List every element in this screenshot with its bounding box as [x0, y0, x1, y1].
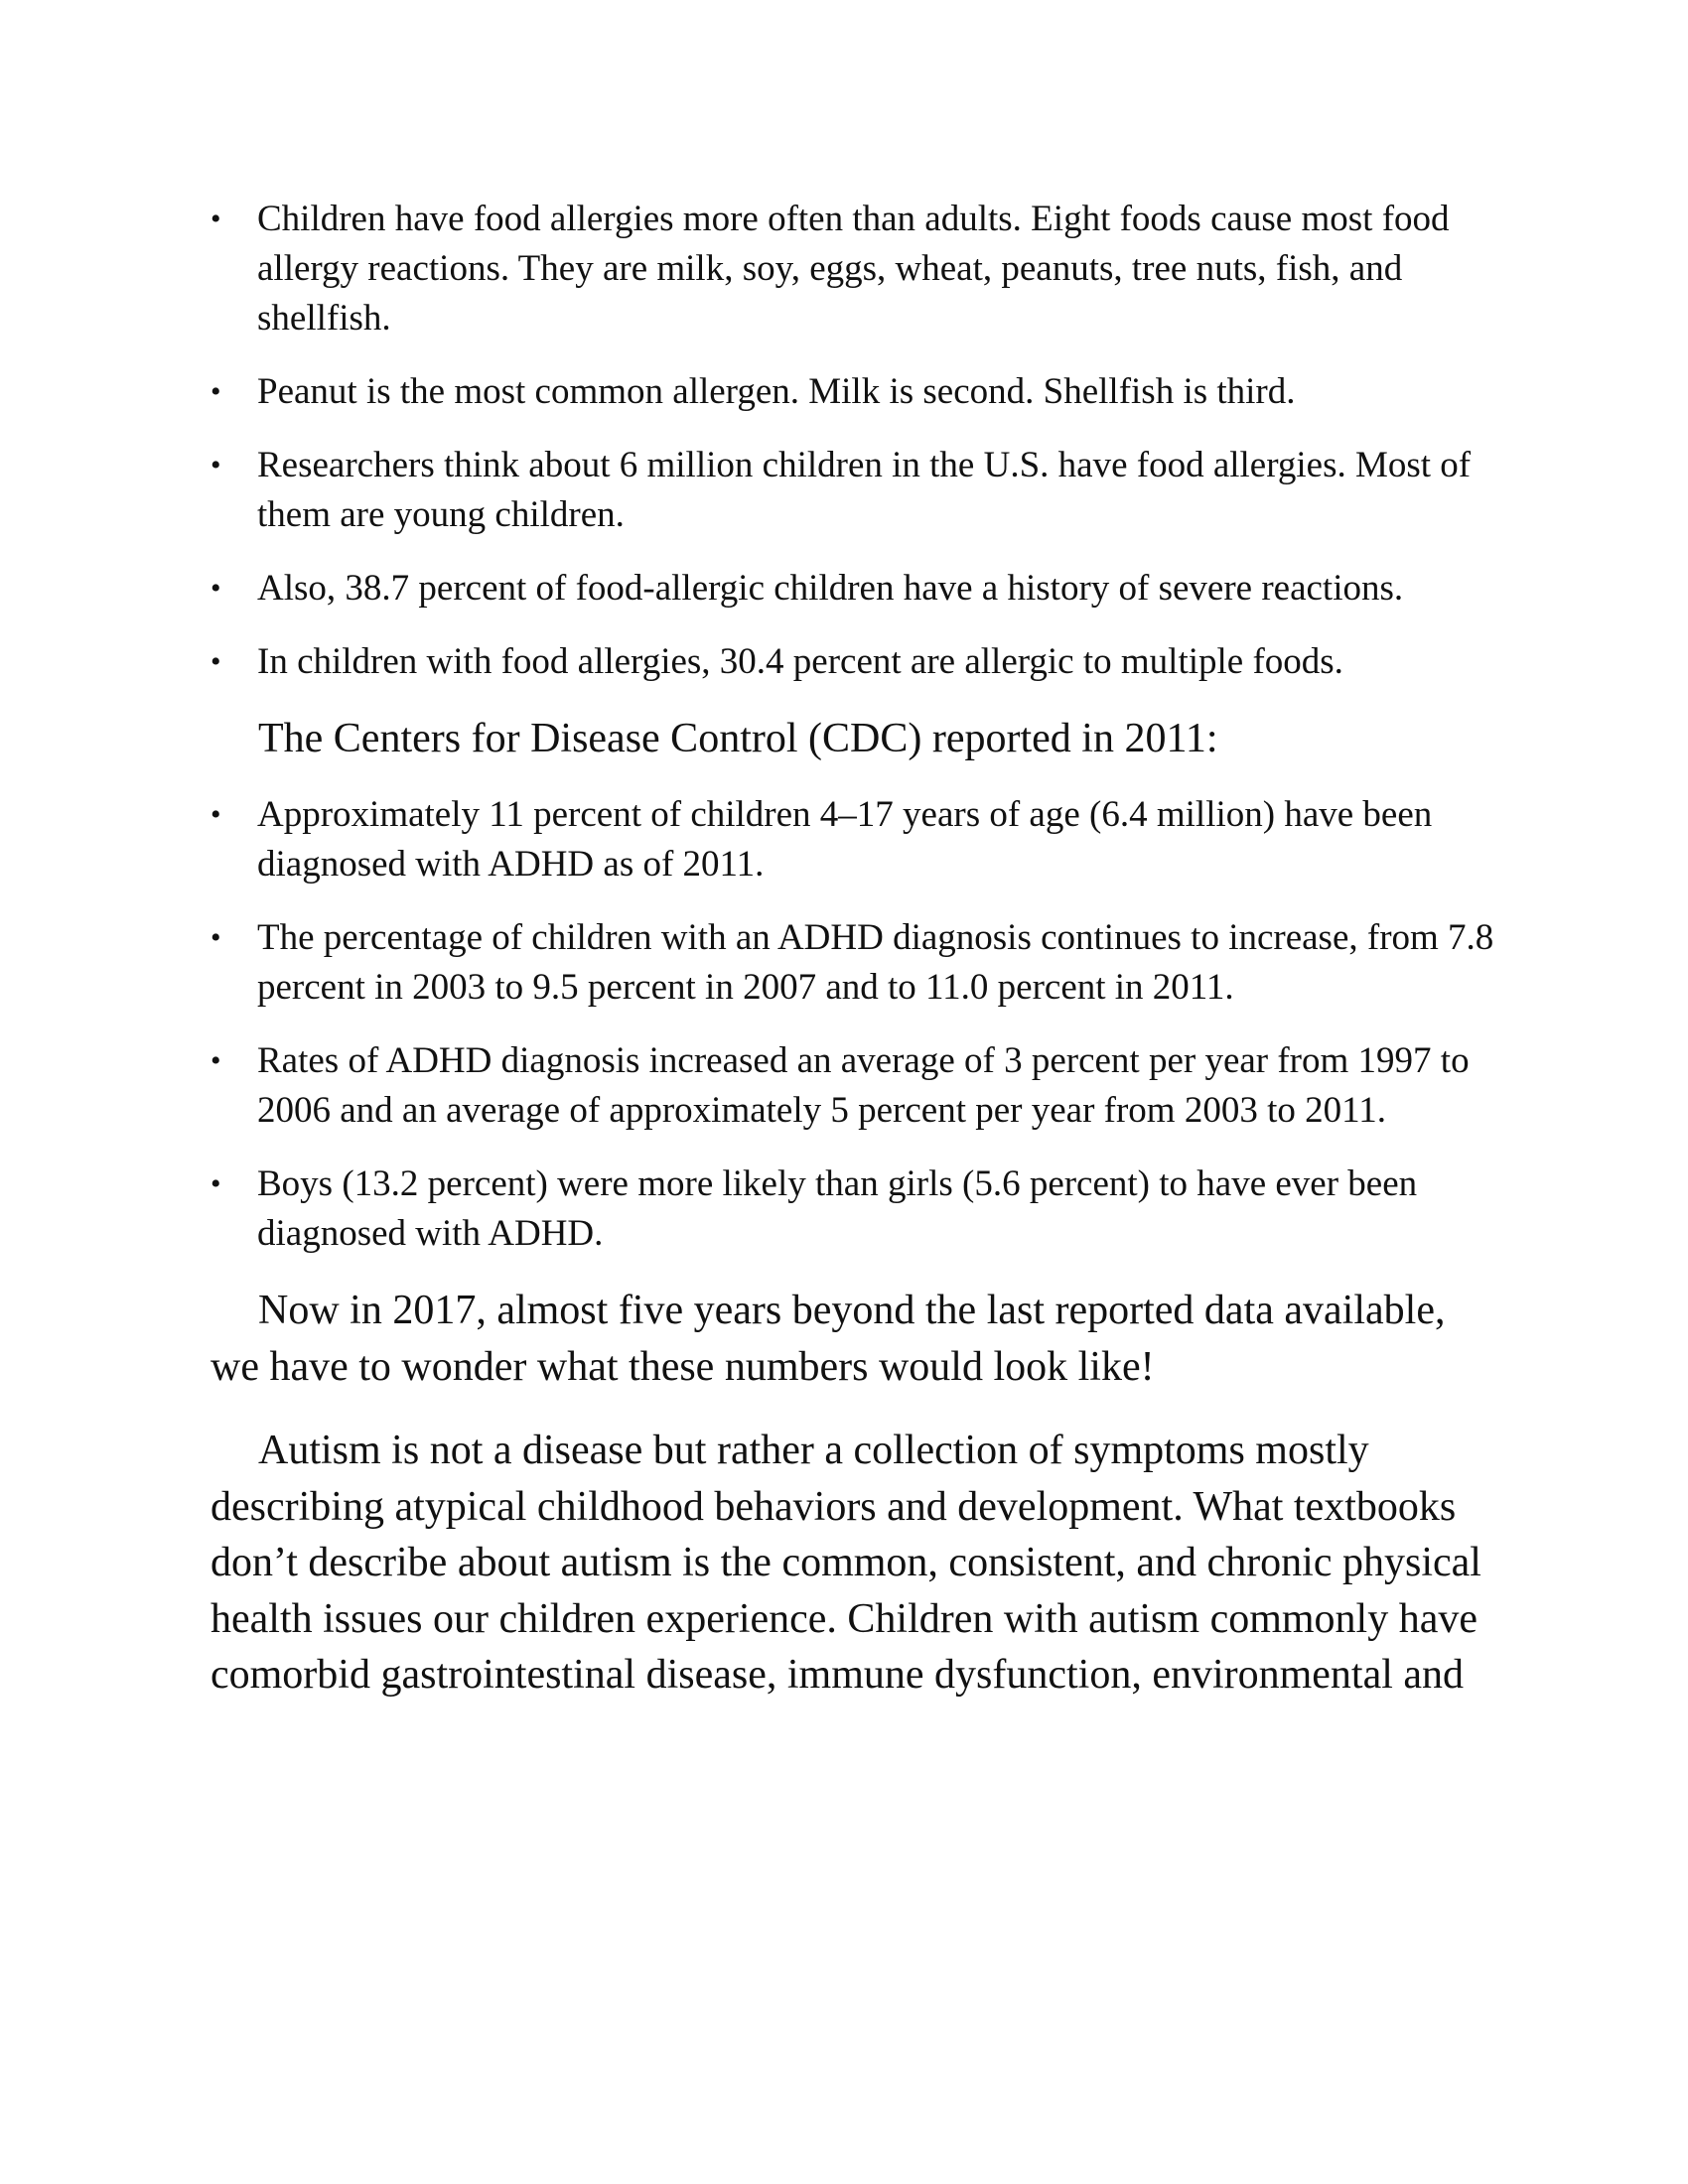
list-item-text: Boys (13.2 percent) were more likely than girls (5.6 percent) to have ever been diagnosed with ADHD.: [257, 1163, 1418, 1254]
bullet-marker: •: [211, 375, 221, 408]
list-item: [211, 790, 1501, 889]
body-paragraph: Now in 2017, almost five years beyond the last reported data available, we have to wonder what these numbers would look like!: [211, 1288, 1446, 1390]
bullet-marker: •: [211, 449, 221, 481]
bullet-marker: •: [211, 1044, 221, 1077]
list-item: [211, 367, 1501, 417]
body-paragraph: Autism is not a disease but rather a collection of symptoms mostly describing atypical childhood behaviors and development. What textbooks don’t describe about autism is the common, consistent, and chronic physical health issues our children experience. Children with autism commonly have comorbid gastrointestinal disease, immune dysfunction, environmental and: [211, 1428, 1481, 1698]
list-item: [211, 1036, 1501, 1136]
bullet-marker: •: [211, 921, 221, 954]
allergy-bullet-list: [211, 195, 1501, 687]
list-item-text: Children have food allergies more often than adults. Eight foods cause most food allergy reactions. They are milk, soy, eggs, wheat, peanuts, tree nuts, fish, and shellfish.: [257, 199, 1450, 339]
bullet-marker: •: [211, 1167, 221, 1200]
bullet-marker: •: [211, 203, 221, 235]
bullet-marker: •: [211, 798, 221, 831]
bullet-marker: •: [211, 572, 221, 605]
adhd-bullet-list: [211, 790, 1501, 1259]
list-item-text: Approximately 11 percent of children 4–17 years of age (6.4 million) have been diagnosed with ADHD as of 2011.: [257, 794, 1433, 885]
document-page: [211, 195, 1501, 1731]
list-item-text: Rates of ADHD diagnosis increased an average of 3 percent per year from 1997 to 2006 and an average of approximately 5 percent per year from 2003 to 2011.: [257, 1040, 1470, 1131]
cdc-lead-in: The Centers for Disease Control (CDC) reported in 2011:: [258, 716, 1218, 761]
list-item: [211, 637, 1501, 687]
list-item-text: Peanut is the most common allergen. Milk is second. Shellfish is third.: [257, 371, 1296, 412]
list-item: [211, 195, 1501, 343]
list-item: [211, 441, 1501, 540]
list-item-text: In children with food allergies, 30.4 percent are allergic to multiple foods.: [257, 641, 1343, 682]
list-item-text: The percentage of children with an ADHD diagnosis continues to increase, from 7.8 percent in 2003 to 9.5 percent in 2007 and to 11.0 percent in 2011.: [257, 917, 1494, 1008]
list-item: [211, 1160, 1501, 1259]
list-item-text: Researchers think about 6 million children in the U.S. have food allergies. Most of them are young children.: [257, 445, 1472, 535]
bullet-marker: •: [211, 645, 221, 678]
list-item: [211, 564, 1501, 614]
list-item-text: Also, 38.7 percent of food-allergic children have a history of severe reactions.: [257, 568, 1404, 609]
list-item: [211, 913, 1501, 1013]
